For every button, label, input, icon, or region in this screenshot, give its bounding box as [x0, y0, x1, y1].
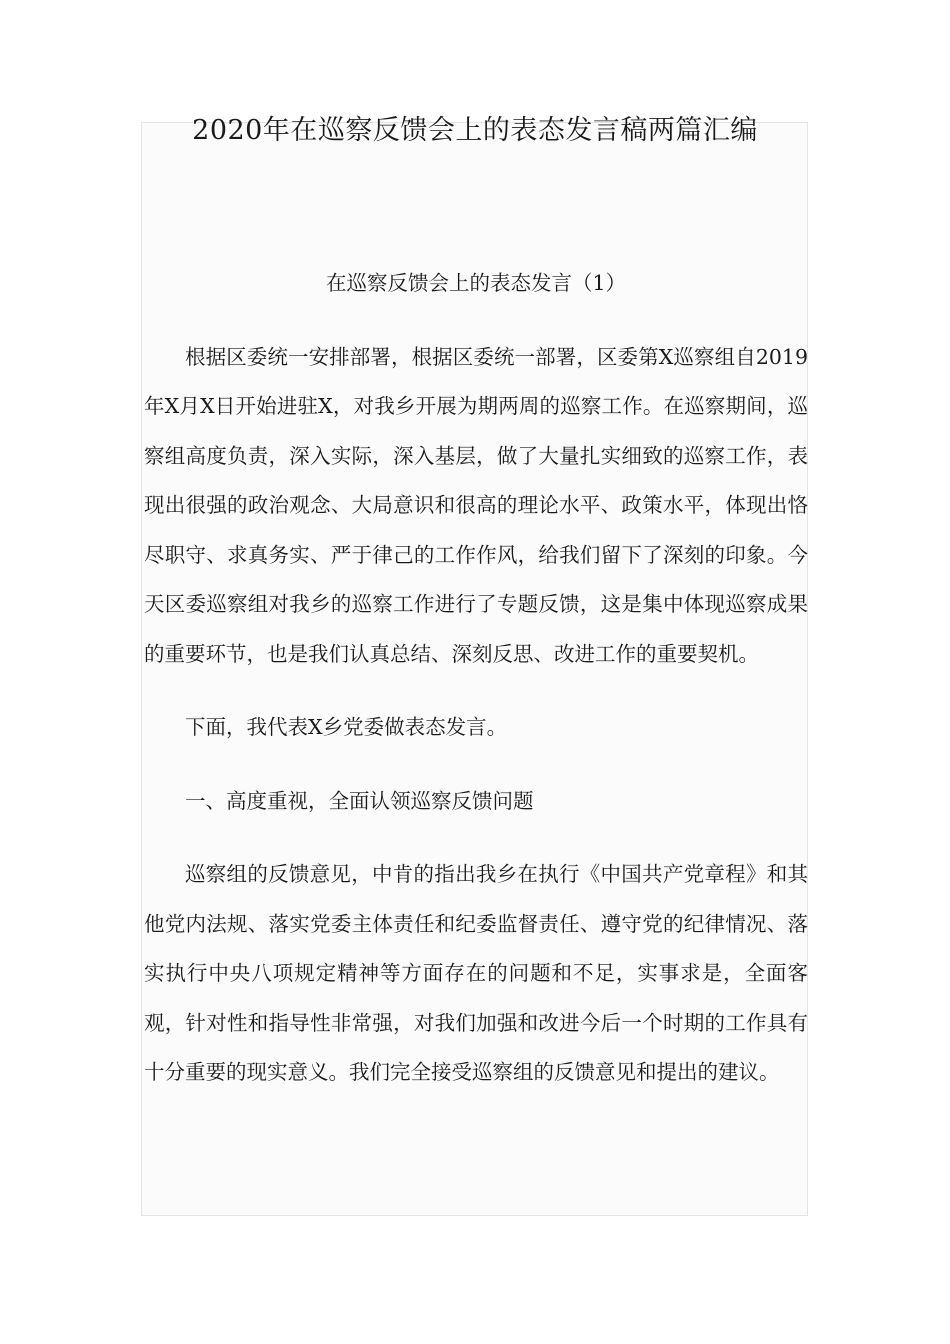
section-heading-1: 一、高度重视，全面认领巡察反馈问题 — [185, 788, 534, 813]
paragraph-section-1: 巡察组的反馈意见，中肯的指出我乡在执行《中国共产党章程》和其他党内法规、落实党委主体责任和纪委监督责任、遵守党的纪律情况、落实执行中央八项规定精神等方面存在的问题和不足，实事求是，全面客观，针对性和指导性非常强，对我们加强和改进今后一个时期的工作具有十分重要的现实意义。我们完全接受巡察组的反馈意见和提出的建议。 — [144, 862, 808, 1084]
document-body — [144, 259, 808, 1122]
paragraph-statement: 下面，我代表X乡党委做表态发言。 — [185, 715, 508, 739]
speech-subtitle: 在巡察反馈会上的表态发言（1） — [325, 271, 627, 295]
document-title: 2020年在巡察反馈会上的表态发言稿两篇汇编 — [192, 115, 758, 146]
paragraph-intro: 根据区委统一安排部署，根据区委统一部署，区委第X巡察组自2019年X月X日开始进驻X，对我乡开展为期两周的巡察工作。在巡察期间，巡察组高度负责，深入实际，深入基层，做了大量扎实细致的巡察工作，表现出很强的政治观念、大局意识和很高的理论水平、政策水平，体现出恪尽职守、求真务实、严于律己的工作作风，给我们留下了深刻的印象。今天区委巡察组对我乡的巡察工作进行了专题反馈，这是集中体现巡察成果的重要环节，也是我们认真总结、深刻反思、改进工作的重要契机。 — [144, 344, 808, 666]
